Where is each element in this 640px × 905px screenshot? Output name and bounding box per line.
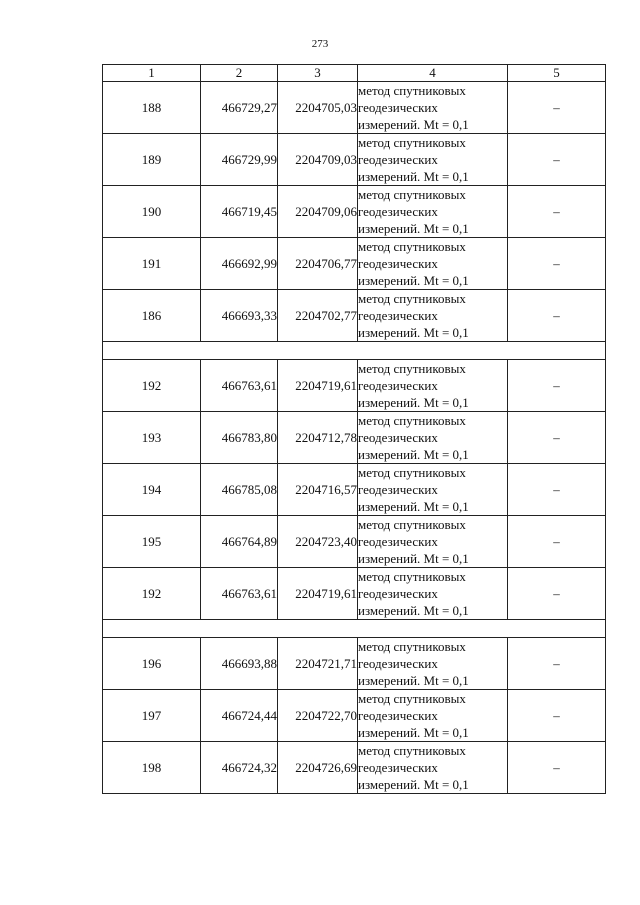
y-coordinate-cell: 2204709,06 (278, 186, 358, 238)
method-text-line: геодезических (358, 100, 438, 115)
point-number-cell: 195 (103, 516, 201, 568)
x-coordinate-cell: 466729,27 (201, 82, 278, 134)
method-text-line: геодезических (358, 534, 438, 549)
point-number-cell: 194 (103, 464, 201, 516)
method-text-line: измерений. Mt = 0,1 (358, 777, 469, 792)
method-text-line: измерений. Mt = 0,1 (358, 673, 469, 688)
table-row (103, 412, 606, 464)
note-cell: – (508, 290, 606, 342)
point-number-cell: 190 (103, 186, 201, 238)
column-header-3: 3 (278, 65, 358, 82)
method-text-line: геодезических (358, 152, 438, 167)
note-cell: – (508, 82, 606, 134)
point-number-cell: 191 (103, 238, 201, 290)
method-text-line: метод спутниковых (358, 239, 466, 254)
method-text-line: измерений. Mt = 0,1 (358, 169, 469, 184)
y-coordinate-cell: 2204719,61 (278, 568, 358, 620)
table-row (103, 638, 606, 690)
method-cell (358, 412, 508, 464)
table-row (103, 82, 606, 134)
method-text-line: метод спутниковых (358, 135, 466, 150)
y-coordinate-cell: 2204721,71 (278, 638, 358, 690)
method-text-line: метод спутниковых (358, 361, 466, 376)
x-coordinate-cell: 466763,61 (201, 360, 278, 412)
method-text-line: измерений. Mt = 0,1 (358, 447, 469, 462)
column-header-5: 5 (508, 65, 606, 82)
group-separator-row (103, 620, 606, 638)
method-text-line: метод спутниковых (358, 187, 466, 202)
method-text-line: измерений. Mt = 0,1 (358, 221, 469, 236)
method-text-line: метод спутниковых (358, 743, 466, 758)
method-cell (358, 134, 508, 186)
group-separator-cell (103, 342, 606, 360)
y-coordinate-cell: 2204712,78 (278, 412, 358, 464)
table-row (103, 290, 606, 342)
method-text-line: геодезических (358, 586, 438, 601)
method-text-line: метод спутниковых (358, 691, 466, 706)
method-text-line: геодезических (358, 760, 438, 775)
x-coordinate-cell: 466719,45 (201, 186, 278, 238)
table-row (103, 568, 606, 620)
table-row (103, 238, 606, 290)
note-cell: – (508, 638, 606, 690)
point-number-cell: 193 (103, 412, 201, 464)
method-text-line: метод спутниковых (358, 413, 466, 428)
x-coordinate-cell: 466693,33 (201, 290, 278, 342)
method-text-line: метод спутниковых (358, 83, 466, 98)
y-coordinate-cell: 2204719,61 (278, 360, 358, 412)
y-coordinate-cell: 2204722,70 (278, 690, 358, 742)
coordinates-table (102, 64, 606, 794)
method-text-line: метод спутниковых (358, 291, 466, 306)
x-coordinate-cell: 466724,32 (201, 742, 278, 794)
method-text-line: геодезических (358, 656, 438, 671)
note-cell: – (508, 742, 606, 794)
method-cell (358, 238, 508, 290)
point-number-cell: 188 (103, 82, 201, 134)
y-coordinate-cell: 2204709,03 (278, 134, 358, 186)
method-cell (358, 360, 508, 412)
x-coordinate-cell: 466764,89 (201, 516, 278, 568)
x-coordinate-cell: 466783,80 (201, 412, 278, 464)
method-cell (358, 290, 508, 342)
y-coordinate-cell: 2204723,40 (278, 516, 358, 568)
y-coordinate-cell: 2204705,03 (278, 82, 358, 134)
method-text-line: геодезических (358, 308, 438, 323)
x-coordinate-cell: 466763,61 (201, 568, 278, 620)
x-coordinate-cell: 466785,08 (201, 464, 278, 516)
point-number-cell: 186 (103, 290, 201, 342)
page-number: 273 (311, 38, 329, 50)
method-text-line: измерений. Mt = 0,1 (358, 395, 469, 410)
x-coordinate-cell: 466692,99 (201, 238, 278, 290)
column-header-2: 2 (201, 65, 278, 82)
note-cell: – (508, 238, 606, 290)
method-text-line: геодезических (358, 204, 438, 219)
x-coordinate-cell: 466724,44 (201, 690, 278, 742)
group-separator-cell (103, 620, 606, 638)
note-cell: – (508, 360, 606, 412)
method-text-line: измерений. Mt = 0,1 (358, 725, 469, 740)
table-row (103, 516, 606, 568)
x-coordinate-cell: 466693,88 (201, 638, 278, 690)
method-cell (358, 186, 508, 238)
note-cell: – (508, 516, 606, 568)
method-text-line: геодезических (358, 708, 438, 723)
method-text-line: измерений. Mt = 0,1 (358, 117, 469, 132)
note-cell: – (508, 464, 606, 516)
note-cell: – (508, 134, 606, 186)
method-text-line: измерений. Mt = 0,1 (358, 603, 469, 618)
point-number-cell: 198 (103, 742, 201, 794)
note-cell: – (508, 412, 606, 464)
method-cell (358, 568, 508, 620)
point-number-cell: 189 (103, 134, 201, 186)
y-coordinate-cell: 2204726,69 (278, 742, 358, 794)
column-header-1: 1 (103, 65, 201, 82)
table-body (103, 82, 606, 794)
method-text-line: метод спутниковых (358, 517, 466, 532)
note-cell: – (508, 568, 606, 620)
note-cell: – (508, 186, 606, 238)
method-cell (358, 516, 508, 568)
table-header-row (103, 65, 606, 82)
method-text-line: геодезических (358, 430, 438, 445)
method-text-line: измерений. Mt = 0,1 (358, 273, 469, 288)
table-row (103, 742, 606, 794)
note-cell: – (508, 690, 606, 742)
point-number-cell: 192 (103, 360, 201, 412)
method-text-line: метод спутниковых (358, 639, 466, 654)
method-text-line: геодезических (358, 482, 438, 497)
method-text-line: измерений. Mt = 0,1 (358, 551, 469, 566)
method-cell (358, 742, 508, 794)
table-row (103, 360, 606, 412)
column-header-4: 4 (358, 65, 508, 82)
method-cell (358, 638, 508, 690)
method-text-line: метод спутниковых (358, 569, 466, 584)
table-row (103, 134, 606, 186)
group-separator-row (103, 342, 606, 360)
method-text-line: геодезических (358, 378, 438, 393)
method-cell (358, 82, 508, 134)
table-row (103, 186, 606, 238)
point-number-cell: 192 (103, 568, 201, 620)
method-cell (358, 464, 508, 516)
point-number-cell: 197 (103, 690, 201, 742)
method-text-line: измерений. Mt = 0,1 (358, 325, 469, 340)
method-text-line: измерений. Mt = 0,1 (358, 499, 469, 514)
method-text-line: метод спутниковых (358, 465, 466, 480)
method-cell (358, 690, 508, 742)
x-coordinate-cell: 466729,99 (201, 134, 278, 186)
table-row (103, 690, 606, 742)
method-text-line: геодезических (358, 256, 438, 271)
y-coordinate-cell: 2204716,57 (278, 464, 358, 516)
point-number-cell: 196 (103, 638, 201, 690)
y-coordinate-cell: 2204702,77 (278, 290, 358, 342)
table-row (103, 464, 606, 516)
y-coordinate-cell: 2204706,77 (278, 238, 358, 290)
